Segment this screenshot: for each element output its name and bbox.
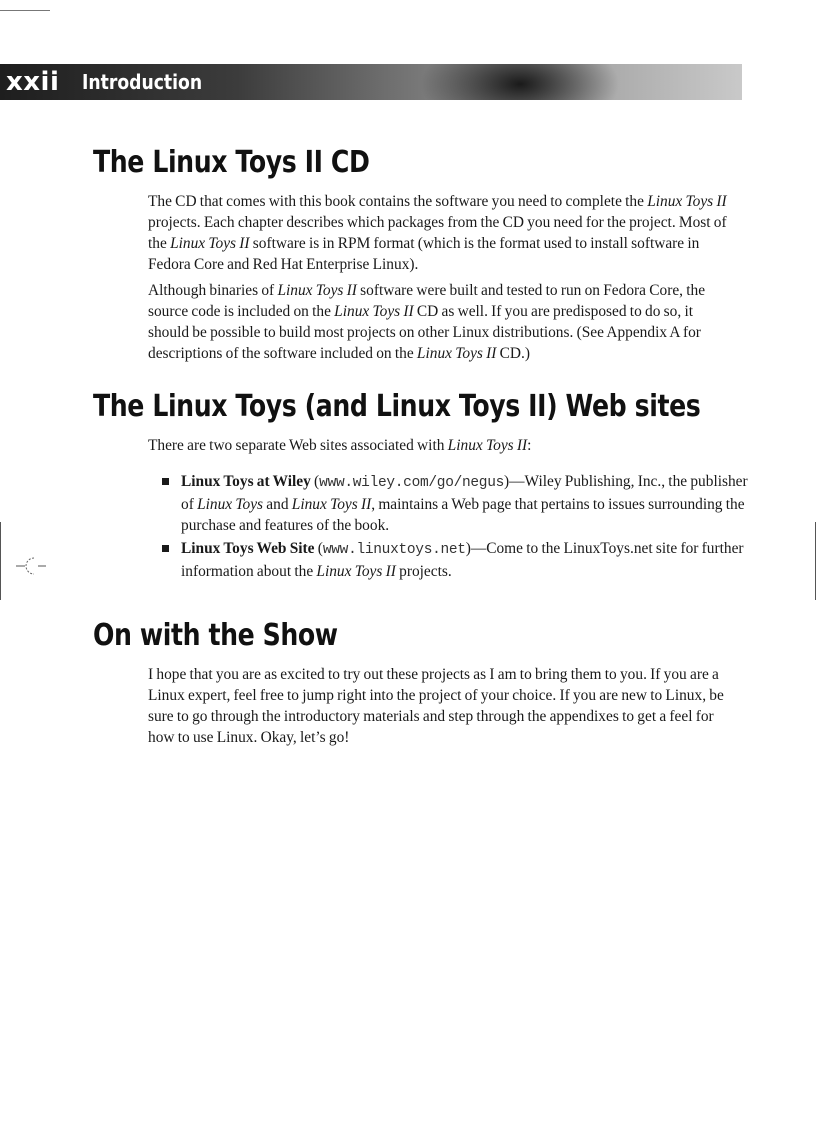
cd-paragraph-1: The CD that comes with this book contains the software you need to complete the Linux Toys II projects. Each chapter describes which packages from the CD you need for the project. Most of the Linux Toys II software is in RPM format (which is the format used to install software in Fedora Core and Red Hat Enterprise Linux).	[148, 193, 727, 273]
url-wiley[interactable]: www.wiley.com/go/negus	[319, 475, 505, 491]
chapter-title: Introduction	[82, 70, 203, 94]
section-heading-show: On with the Show	[93, 618, 338, 653]
list-item-wiley: Linux Toys at Wiley (www.wiley.com/go/negus)—Wiley Publishing, Inc., the publisher of Linux Toys and Linux Toys II, maintains a Web page that pertains to issues surrounding the purchase and features of the book.	[161, 471, 751, 536]
crop-mark-left	[0, 522, 1, 600]
section-heading-web-sites: The Linux Toys (and Linux Toys II) Web sites	[93, 389, 701, 424]
bullet-square-icon	[162, 478, 169, 485]
web-intro-paragraph: There are two separate Web sites associated with Linux Toys II:	[148, 437, 532, 454]
crop-mark-top	[0, 10, 50, 11]
list-item-linuxtoys: Linux Toys Web Site (www.linuxtoys.net)—Come to the LinuxToys.net site for further information about the Linux Toys II projects.	[161, 538, 751, 582]
show-paragraph: I hope that you are as excited to try out these projects as I am to bring them to you. If you are a Linux expert, feel free to jump right into the project of your choice. If you are new to Linux, be sure to go through the introductory materials and step through the appendixes to get a feel for how to use Linux. Okay, let’s go!	[148, 666, 724, 746]
chapter-header-band	[0, 64, 742, 100]
page-number: xxii	[6, 67, 60, 97]
bullet-square-icon	[162, 545, 169, 552]
cd-paragraph-2: Although binaries of Linux Toys II software were built and tested to run on Fedora Core, the source code is included on the Linux Toys II CD as well. If you are predisposed to do so, it should be possible to build most projects on other Linux distributions. (See Appendix A for descriptions of the software included on the Linux Toys II CD.)	[148, 282, 706, 362]
header-shading	[420, 64, 620, 100]
registration-mark-icon	[16, 554, 46, 578]
url-linuxtoys[interactable]: www.linuxtoys.net	[322, 542, 466, 558]
section-heading-cd: The Linux Toys II CD	[93, 145, 370, 180]
